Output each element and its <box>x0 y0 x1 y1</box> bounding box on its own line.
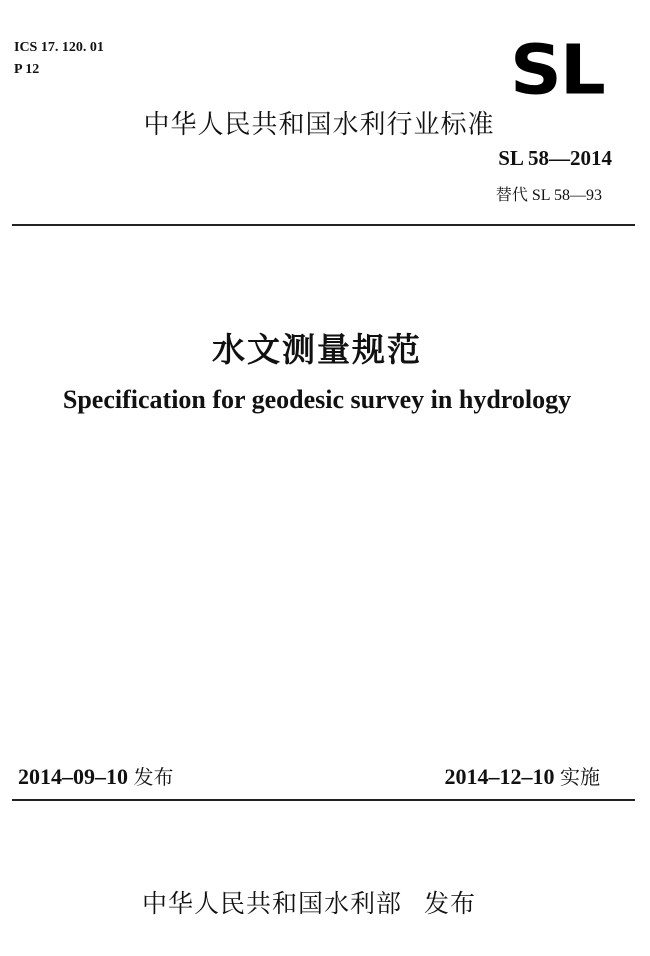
ics-code: ICS 17. 120. 01 <box>14 40 104 55</box>
document-title-english-text: Specification for geodesic survey in hydrology <box>62 385 572 414</box>
standard-number: SL 58—2014 <box>498 146 612 170</box>
issue-date: 2014–09–10 <box>18 764 128 789</box>
implement-date-line <box>445 761 601 790</box>
document-title-chinese <box>0 324 650 371</box>
replaces-note: 替代 SL 58—93 <box>495 187 602 204</box>
implement-date: 2014–12–10 <box>444 764 555 789</box>
issue-label: 发布 <box>133 765 174 789</box>
industry-standard-text: 中华人民共和国水利行业标准 <box>143 110 495 140</box>
document-title-chinese-text: 水文测量规范 <box>212 330 422 369</box>
implement-label: 实施 <box>560 765 600 789</box>
bottom-divider <box>12 799 635 801</box>
publisher-line <box>0 884 650 920</box>
issue-date-line <box>18 761 174 790</box>
classification-code: P 12 <box>14 62 40 77</box>
document-title-english <box>0 385 650 415</box>
top-divider <box>12 224 635 226</box>
publish-label: 发布 <box>424 889 477 918</box>
sl-logo: SL <box>510 29 604 110</box>
publisher-name: 中华人民共和国水利部 <box>141 889 402 918</box>
industry-standard-heading <box>0 104 650 141</box>
